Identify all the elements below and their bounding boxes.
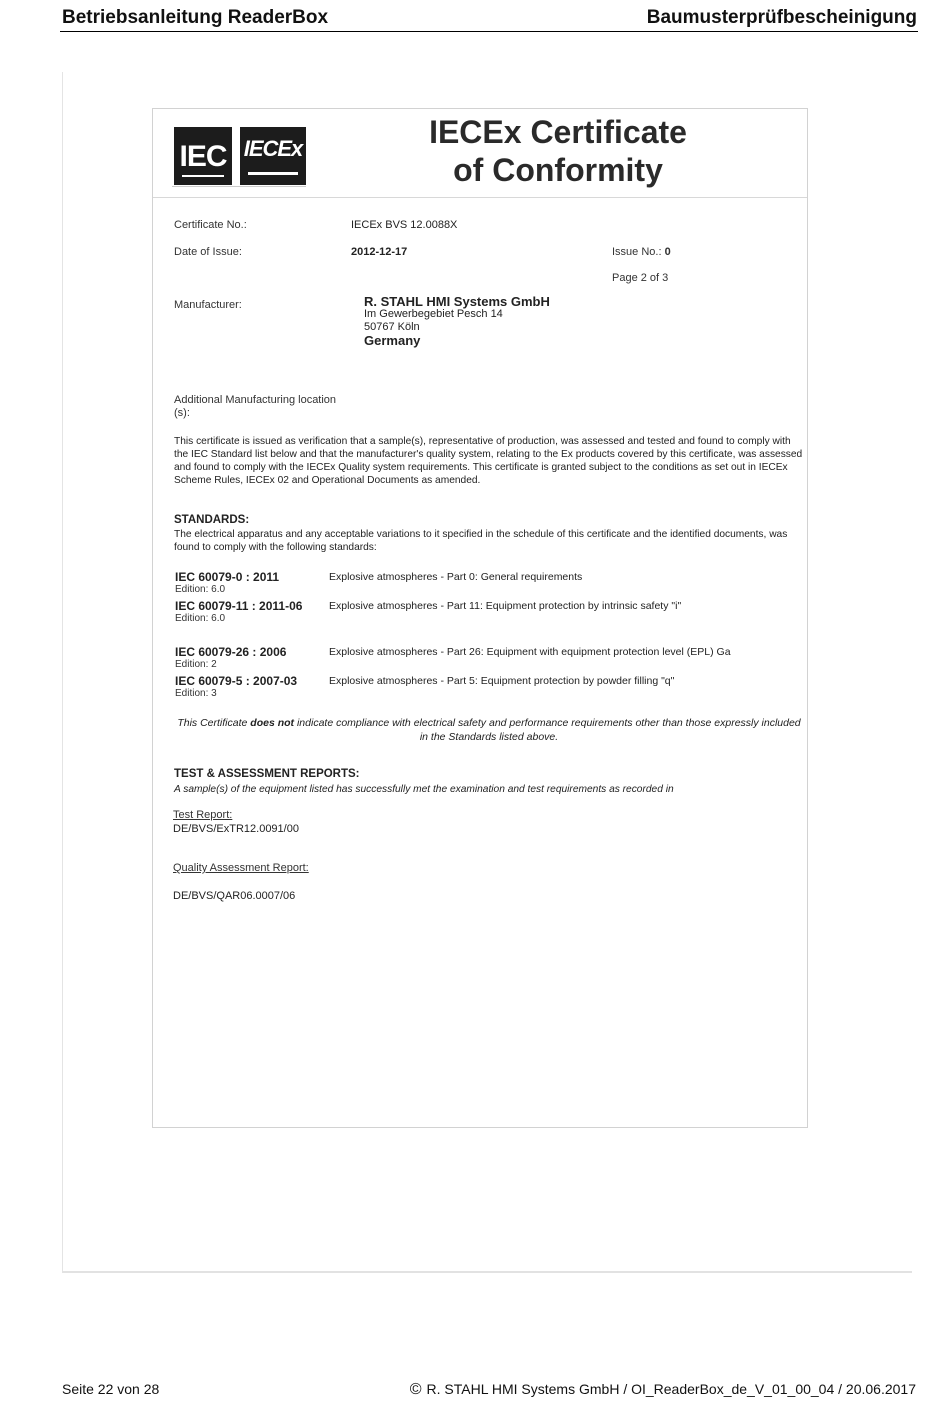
issue-no [612,246,671,258]
test-intro: A sample(s) of the equipment listed has successfully met the examination and test requirements as recorded in [174,784,674,795]
additional-location-label [174,394,336,420]
standard-edition: Edition: 2 [175,659,217,670]
iec-logos [172,125,306,187]
additional-location-line-2: (s): [174,407,190,419]
standard-description: Explosive atmospheres - Part 26: Equipment with equipment protection level (EPL) Ga [329,646,731,658]
scan-edge-left [62,72,63,1272]
footer-copyright [410,1381,916,1399]
standard-edition: Edition: 6.0 [175,613,226,624]
manufacturer-city: 50767 Köln [364,321,420,333]
qar-label: Quality Assessment Report: [173,862,309,874]
certificate-no-value: IECEx BVS 12.0088X [351,219,458,231]
qar-value: DE/BVS/QAR06.0007/06 [173,890,296,902]
standard-code [175,570,315,596]
date-value: 2012-12-17 [351,246,408,258]
standard-code [175,599,315,625]
standard-description: Explosive atmospheres - Part 5: Equipment protection by powder filling "q" [329,675,675,687]
verification-text: This certificate is issued as verification that a sample(s), representative of production, was assessed and tested and found to comply with the IEC Standard list below and that the manufacturer's quality system, relating to the Ex products covered by this certificate, was assessed and found to comply with the IECEx Quality system requirements. This certificate is granted subject to the conditions as set out in IECEx Scheme Rules, IECEx 02 and Operational Documents as amended. [174,436,803,486]
certificate-no-label: Certificate No.: [174,219,247,231]
note-pre: This Certificate [177,717,248,729]
issue-no-value: 0 [664,246,671,258]
standard-description: Explosive atmospheres - Part 11: Equipment protection by intrinsic safety "i" [329,600,682,612]
title-line-1: IECEx Certificate [429,114,687,150]
additional-location-line-1: Additional Manufacturing location [174,394,337,406]
copyright-symbol: © [409,1381,422,1398]
standard-code-text: IEC 60079-5 : 2007-03 [175,674,298,688]
copyright-text: R. STAHL HMI Systems GmbH / OI_ReaderBox_de_V_01_00_04 / 20.06.2017 [426,1381,916,1397]
standard-code-text: IEC 60079-26 : 2006 [175,645,287,659]
certificate-title [383,113,733,189]
test-heading: TEST & ASSESSMENT REPORTS: [174,768,360,780]
iecex-logo: IECEx [240,127,306,185]
manufacturer-block [364,295,550,347]
issue-no-label: Issue No.: [612,246,662,258]
standard-code-text: IEC 60079-0 : 2011 [175,570,280,584]
standards-intro: The electrical apparatus and any acceptable variations to it specified in the schedule of this certificate and the identified documents, was found to comply with the following standards: [174,529,788,553]
test-report-value: DE/BVS/ExTR12.0091/00 [173,823,299,835]
standard-code [175,645,315,671]
footer-page-number: Seite 22 von 28 [62,1381,160,1397]
manufacturer-label: Manufacturer: [174,299,242,311]
date-label: Date of Issue: [174,246,242,258]
manufacturer-country: Germany [364,333,421,348]
certificate-scan [152,108,808,1128]
header-rule [60,31,918,32]
scan-edge-bottom [62,1271,912,1273]
standard-edition: Edition: 3 [175,688,217,699]
manufacturer-name: R. STAHL HMI Systems GmbH [364,294,550,309]
page-indicator: Page 2 of 3 [612,272,669,284]
title-rule [153,197,807,198]
standard-description: Explosive atmospheres - Part 0: General requirements [329,571,583,583]
note-bold: does not [250,717,295,729]
standard-edition: Edition: 6.0 [175,584,226,595]
standard-code-text: IEC 60079-11 : 2011-06 [175,599,303,613]
standards-heading: STANDARDS: [174,514,250,526]
note-post: indicate compliance with electrical safety and performance requirements other than those expressly included in the Standards listed above. [296,717,801,743]
compliance-note [174,716,804,744]
title-line-2: of Conformity [453,152,663,188]
iec-logo: IEC [174,127,232,185]
test-report-label: Test Report: [173,809,233,821]
standard-code [175,674,315,700]
header-section-title: Baumusterprüfbescheinigung [646,7,917,28]
header-doc-title: Betriebsanleitung ReaderBox [62,7,329,28]
manufacturer-street: Im Gewerbegebiet Pesch 14 [364,308,503,320]
